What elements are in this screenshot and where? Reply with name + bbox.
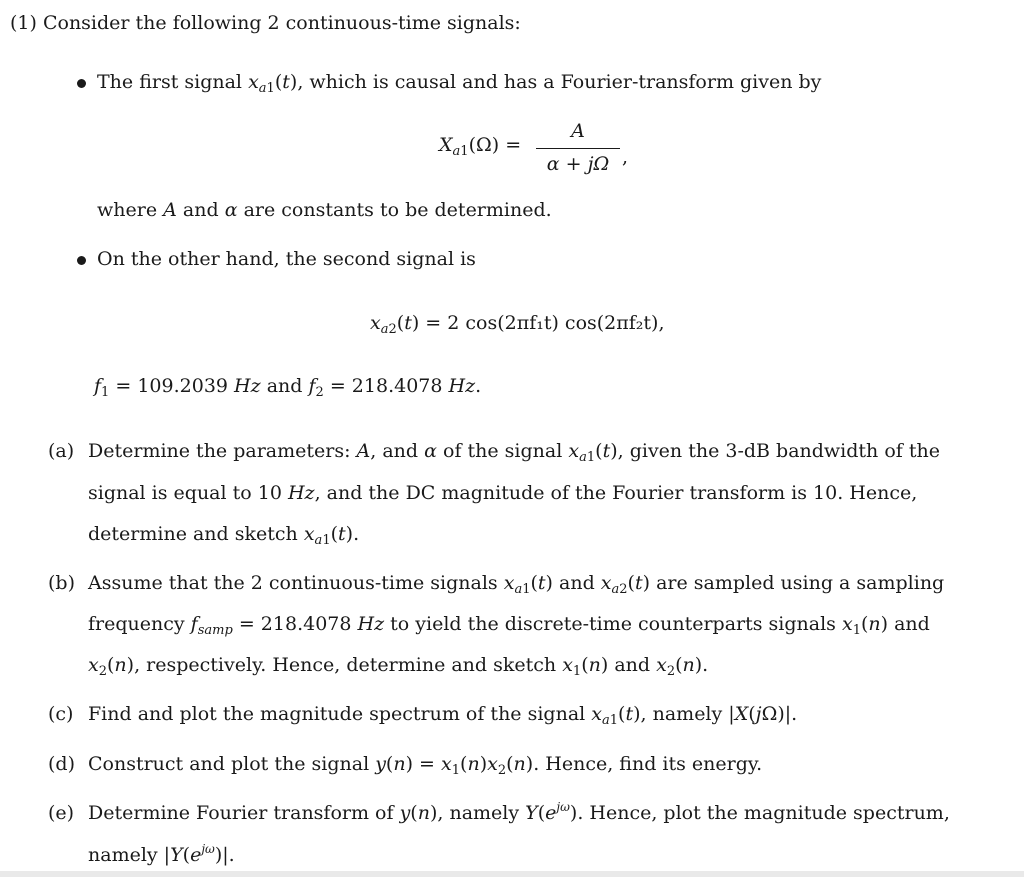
part-e-label: (e): [48, 802, 75, 824]
part-e-line-1: Determine Fourier transform of y(n), namely $Y(e^{j\omega})$. Hence, plot the magnitude spectrum,: [88, 800, 950, 824]
equation-xa1-lhs: $X_{a1}(\Omega)$ =: [439, 134, 522, 159]
part-c-line-1: Find and plot the magnitude spectrum of the signal $x_{a1}(t)$, namely |X(jΩ)|.: [88, 703, 798, 728]
fraction-denominator: α + jΩ: [546, 153, 610, 175]
problem-intro: Consider the following 2 continuous-time signals:: [42, 12, 521, 34]
part-b-label: (b): [48, 572, 75, 594]
part-a-line-2: signal is equal to 10 Hz, and the DC magnitude of the Fourier transform is 10. Hence,: [88, 482, 918, 504]
frequency-line: $f_1 = 109.2039$ Hz and $f_2 = 218.4078$ Hz.: [94, 375, 482, 400]
fraction-numerator: A: [571, 120, 585, 142]
part-b-line-2: frequency $f_{samp} = 218.4078$ Hz to yield the discrete-time counterparts signals $x_1(n)$ and: [88, 613, 930, 638]
equation-comma: ,: [622, 146, 629, 168]
part-d-label: (d): [48, 753, 75, 775]
bullet1-text: The first signal $x_{a1}(t)$, which is causal and has a Fourier-transform given by: [97, 71, 822, 96]
equation-xa1-fraction: [536, 122, 620, 174]
problem-number: (1): [10, 12, 37, 34]
equation-xa2: $x_{a2}(t) = 2$ cos(2πf₁t) cos(2πf₂t),: [370, 312, 665, 337]
part-b-line-3: $x_2(n)$, respectively. Hence, determine and sketch $x_1(n)$ and $x_2(n)$.: [88, 654, 709, 679]
part-c-label: (c): [48, 703, 74, 725]
bullet2-text: On the other hand, the second signal is: [97, 248, 476, 270]
part-e-line-2: namely $|Y(e^{j\omega})|$.: [88, 842, 235, 866]
part-a-line-1: Determine the parameters: A, and α of the signal $x_{a1}(t)$, given the 3-dB bandwidth of the: [88, 440, 940, 465]
bullet-dot-2: [77, 256, 86, 265]
problem-header: [10, 14, 521, 33]
part-d-line-1: Construct and plot the signal $y(n) = x_1(n)x_2(n)$. Hence, find its energy.: [88, 753, 763, 778]
bottom-strip: [0, 871, 1024, 877]
part-a-label: (a): [48, 440, 75, 462]
where-line: where A and α are constants to be determined.: [97, 199, 552, 221]
part-b-line-1: Assume that the 2 continuous-time signals $x_{a1}(t)$ and $x_{a2}(t)$ are sampled using a sampling: [88, 572, 945, 597]
part-a-line-3: determine and sketch $x_{a1}(t)$.: [88, 523, 360, 548]
bullet-dot-1: [77, 79, 86, 88]
